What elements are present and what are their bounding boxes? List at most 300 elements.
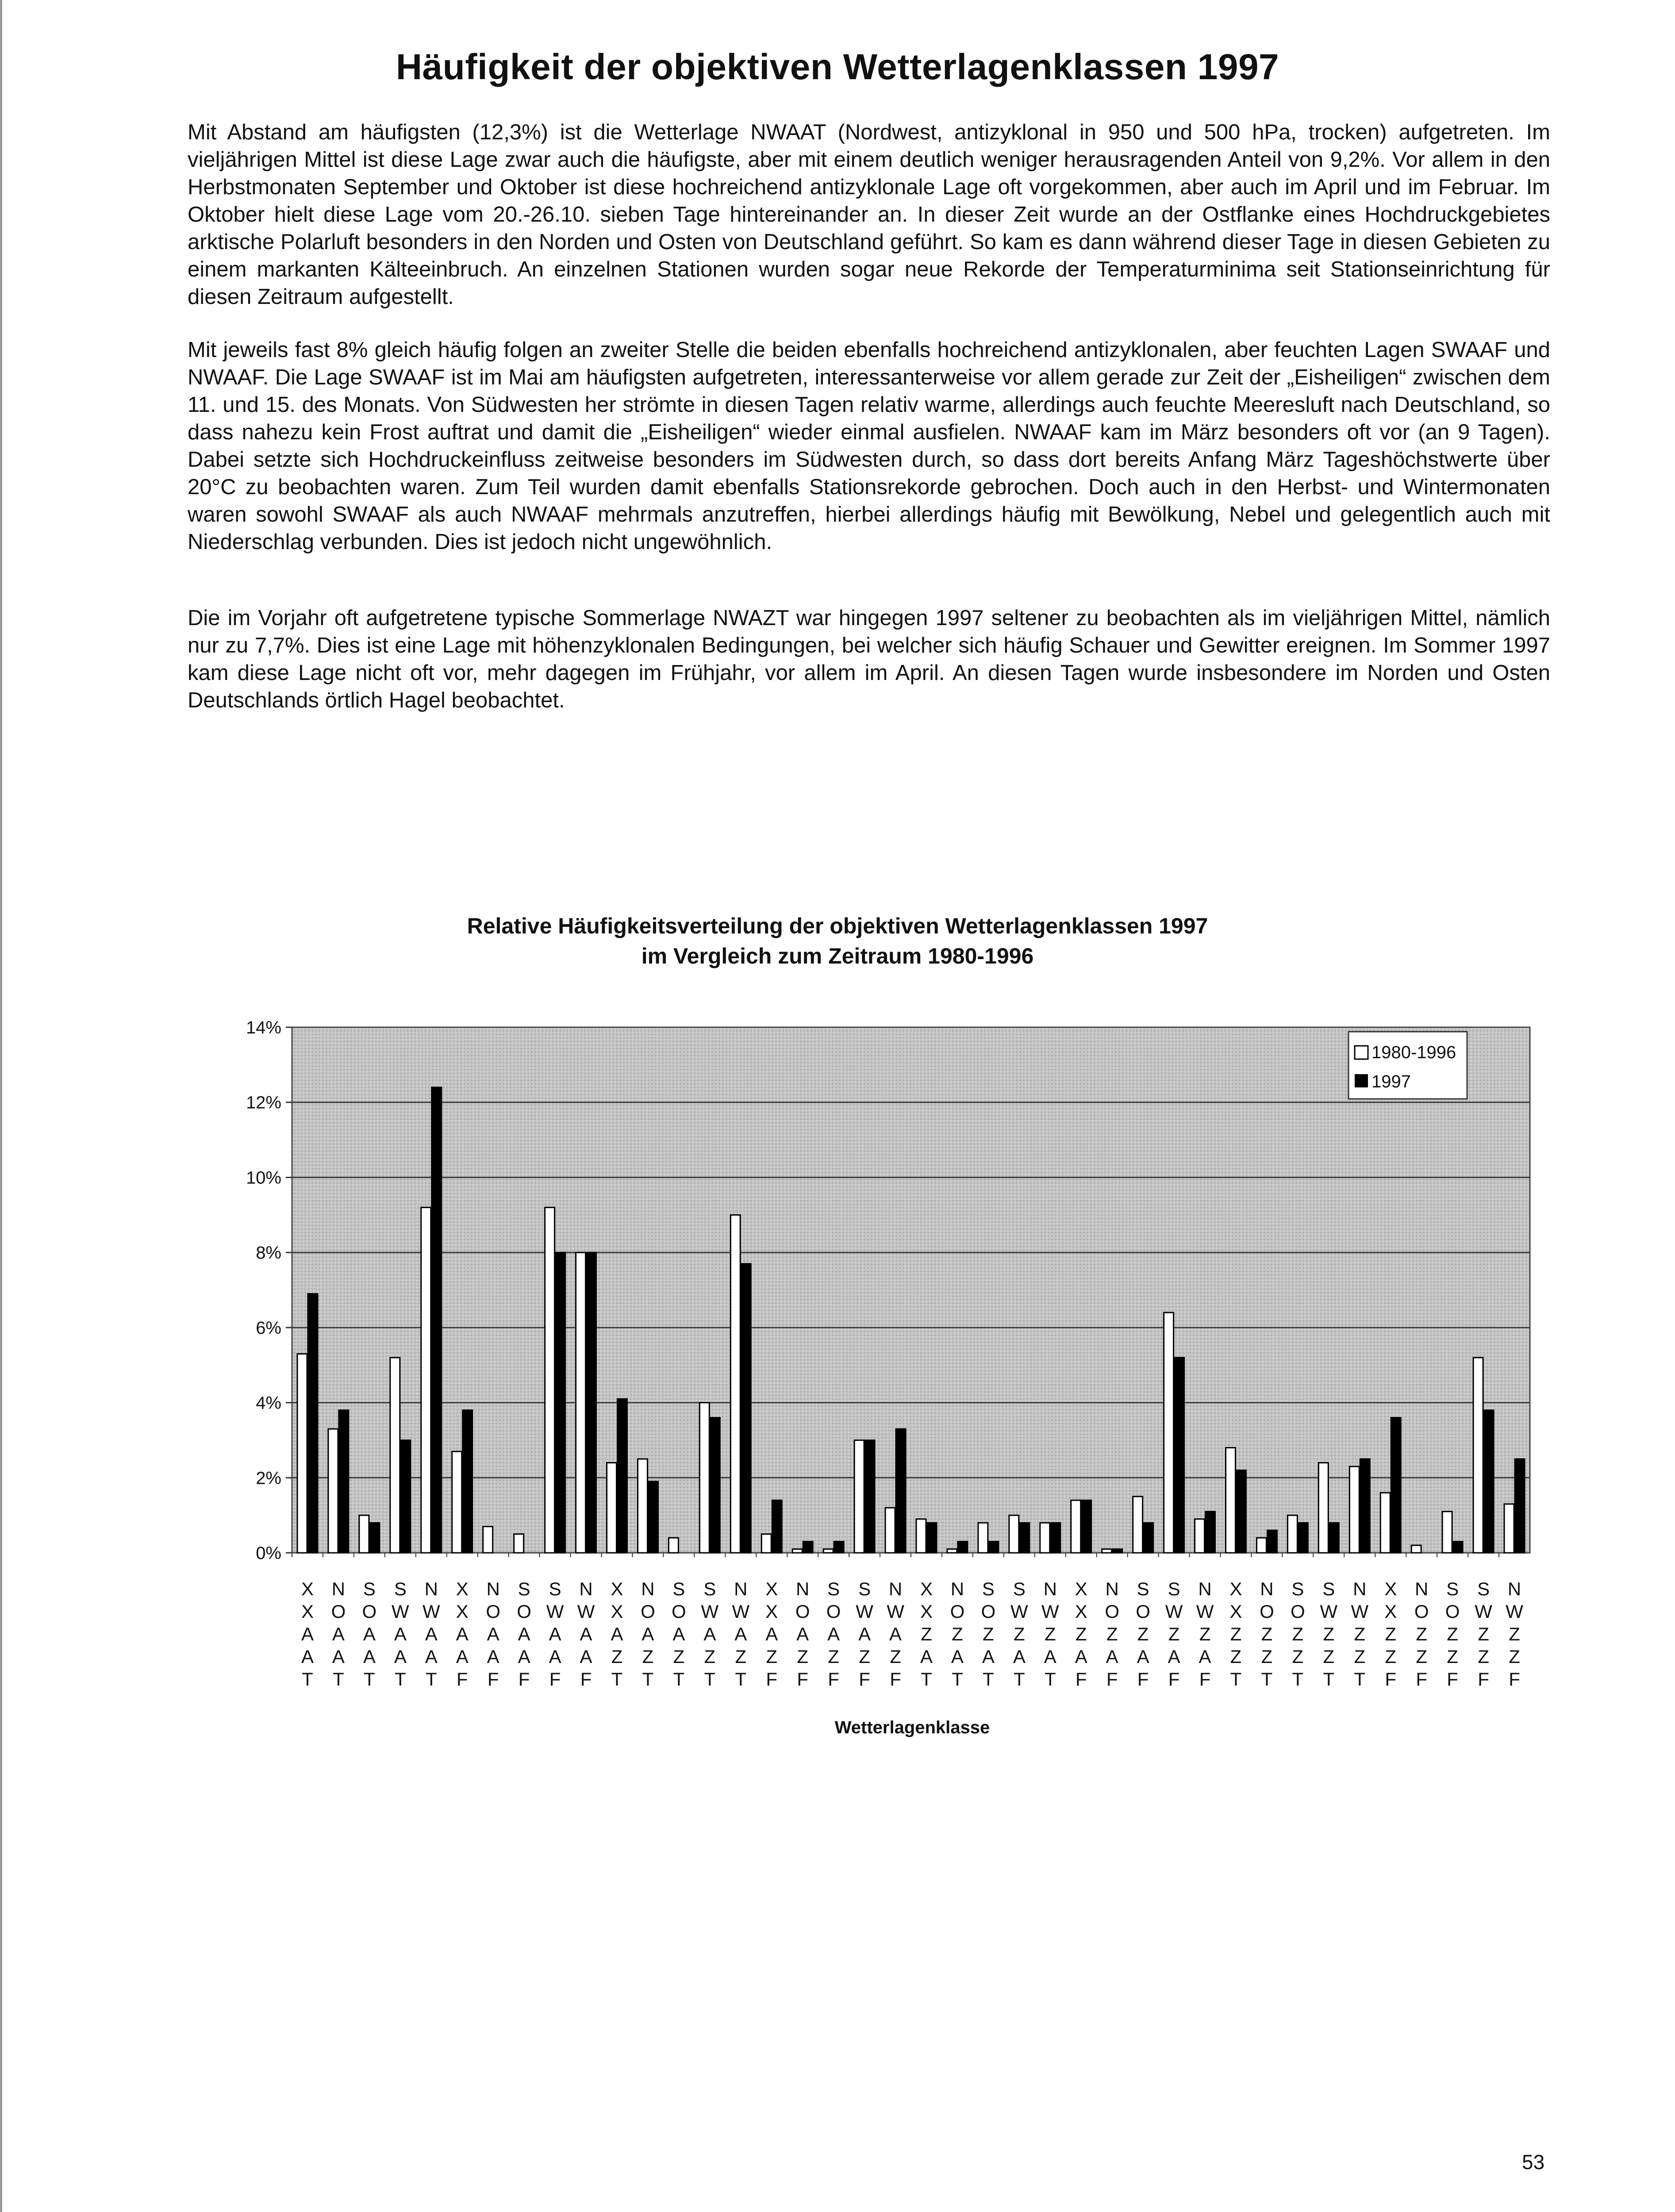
x-tick-letter: Z [1261,1624,1273,1644]
x-tick-letter: S [1322,1578,1335,1599]
x-tick-letter: F [549,1669,561,1690]
x-tick-letter: A [1168,1646,1180,1667]
bar-1997-SOZAT [989,1542,999,1553]
x-tick-letter: Z [797,1646,809,1667]
x-tick-letter: Z [1261,1646,1273,1667]
x-tick-letter: F [487,1669,499,1690]
x-tick-label [1445,1578,1460,1690]
bar-1980-1996-SWAAT [390,1358,400,1553]
bar-1980-1996-XXZZF [1380,1493,1390,1553]
x-tick-letter: A [456,1646,469,1667]
x-tick-label [1105,1578,1119,1690]
x-tick-letter: F [518,1669,530,1690]
x-tick-letter: T [921,1669,932,1690]
x-tick-letter: Z [1509,1646,1520,1667]
x-tick-letter: Z [1478,1624,1489,1644]
x-tick-label [611,1578,623,1690]
x-tick-letter: A [703,1624,716,1644]
x-tick-letter: A [951,1646,964,1667]
x-tick-letter: T [611,1669,623,1690]
page-number: 53 [1522,2151,1545,2174]
bar-1997-XXAZT [617,1399,627,1553]
bar-1997-XXZAT [927,1523,937,1553]
x-tick-letter: A [580,1624,592,1644]
x-tick-letter: Z [1509,1624,1520,1644]
x-tick-label [1196,1578,1214,1690]
x-tick-letter: N [641,1578,655,1599]
x-tick-letter: N [888,1578,903,1599]
x-axis-title: Wetterlagenklasse [834,1718,990,1737]
x-tick-letter: S [1477,1578,1490,1599]
x-tick-letter: A [518,1646,530,1667]
x-tick-label [887,1578,904,1690]
x-tick-label [1351,1578,1368,1690]
x-tick-label [826,1578,841,1690]
x-tick-letter: A [394,1646,407,1667]
x-tick-letter: Z [1354,1646,1366,1667]
x-tick-letter: N [734,1578,748,1599]
bar-1980-1996-NOZAT [947,1549,957,1553]
x-tick-letter: A [363,1624,376,1644]
x-tick-letter: Z [704,1646,716,1667]
x-tick-letter: A [796,1624,809,1644]
x-tick-letter: Z [1447,1646,1458,1667]
x-tick-letter: Z [735,1646,747,1667]
x-tick-letter: Z [1478,1646,1489,1667]
x-tick-letter: Z [1137,1624,1149,1644]
bar-1997-XXAAF [463,1410,473,1553]
bar-1997-SWAAF [556,1252,565,1553]
bar-1997-XXZAF [1082,1500,1091,1553]
x-tick-letter: Z [1168,1624,1180,1644]
bar-1980-1996-SOZZT [1287,1515,1297,1553]
x-tick-letter: Z [1044,1624,1056,1644]
bar-1980-1996-NWZAT [1040,1523,1050,1553]
bar-1980-1996-SOZAT [978,1523,988,1553]
x-tick-label [1136,1578,1150,1690]
x-tick-letter: O [950,1601,965,1622]
bar-1997-NWZAT [1051,1523,1060,1553]
x-tick-letter: O [672,1601,686,1622]
chart-subtitle: im Vergleich zum Zeitraum 1980-1996 [641,944,1034,968]
y-tick-label: 4% [256,1393,281,1413]
bar-1997-SWZZT [1329,1523,1339,1553]
y-tick-label: 2% [256,1468,281,1488]
x-tick-letter: X [301,1601,314,1622]
y-tick-label: 0% [256,1544,281,1563]
bar-1997-XXZZT [1236,1470,1246,1553]
x-tick-letter: X [611,1578,623,1599]
x-tick-label [1075,1578,1087,1690]
x-tick-label [1414,1578,1429,1690]
bar-1997-XXZZF [1391,1418,1401,1553]
x-tick-label [423,1578,440,1690]
x-tick-letter: O [795,1601,810,1622]
x-tick-letter: Z [1013,1624,1025,1644]
legend-label-1980-1996: 1980-1996 [1372,1043,1456,1062]
bar-1997-SOZAF [1144,1523,1153,1553]
x-tick-letter: Z [611,1646,623,1667]
bar-1980-1996-SWZAF [1164,1313,1174,1553]
bar-1997-SWZAT [1020,1523,1030,1553]
x-tick-letter: A [1044,1646,1056,1667]
y-tick-label: 14% [246,1018,281,1037]
x-tick-letter: T [1044,1669,1056,1690]
bar-1997-NOAZF [803,1542,813,1553]
x-tick-letter: W [391,1601,409,1622]
x-tick-letter: Z [828,1646,839,1667]
x-tick-letter: S [1291,1578,1304,1599]
x-tick-letter: F [1385,1669,1397,1690]
plot-area [292,1027,1530,1553]
x-tick-label [981,1578,996,1690]
x-tick-letter: W [1041,1601,1059,1622]
x-tick-letter: N [579,1578,593,1599]
bar-1980-1996-XXZAF [1071,1500,1081,1553]
x-tick-letter: A [611,1624,623,1644]
x-tick-letter: Z [1230,1624,1242,1644]
bar-1980-1996-NOZAF [1102,1549,1112,1553]
legend [1348,1032,1467,1099]
x-tick-letter: S [858,1578,871,1599]
bar-1980-1996-SWAAF [545,1207,555,1553]
x-tick-letter: T [673,1669,685,1690]
x-tick-letter: T [952,1669,963,1690]
x-tick-letter: T [642,1669,654,1690]
x-tick-letter: F [1416,1669,1428,1690]
x-tick-letter: W [546,1601,564,1622]
x-tick-letter: X [1229,1578,1242,1599]
bar-1980-1996-SWZAT [1009,1515,1019,1553]
bar-1980-1996-SWAZF [854,1440,864,1553]
x-tick-letter: O [1291,1601,1305,1622]
bar-1980-1996-NOAAT [328,1429,338,1553]
x-tick-letter: T [704,1669,716,1690]
x-tick-letter: X [1229,1601,1242,1622]
x-tick-label [672,1578,686,1690]
x-tick-letter: W [422,1601,440,1622]
x-tick-label [1041,1578,1059,1690]
x-tick-letter: S [1137,1578,1149,1599]
bar-1980-1996-SOZZF [1442,1512,1452,1553]
bar-1980-1996-NOAZF [792,1549,802,1553]
x-tick-label [732,1578,749,1690]
x-tick-letter: X [920,1578,933,1599]
x-tick-letter: T [333,1669,344,1690]
bar-1997-NWZZF [1515,1459,1525,1553]
bar-1997-SWZAF [1175,1358,1184,1553]
x-tick-letter: T [1292,1669,1304,1690]
x-tick-letter: X [301,1578,314,1599]
x-tick-letter: Z [642,1646,654,1667]
x-tick-letter: O [1445,1601,1460,1622]
x-tick-letter: T [1230,1669,1242,1690]
bar-1980-1996-SWZZF [1473,1358,1483,1553]
x-tick-letter: A [580,1646,592,1667]
x-tick-letter: A [394,1624,407,1644]
x-tick-letter: T [364,1669,375,1690]
bar-1997-NWZAF [1206,1512,1215,1553]
y-tick-label: 12% [246,1093,281,1113]
x-tick-letter: O [486,1601,501,1622]
bar-1997-SWAAT [401,1440,411,1553]
x-tick-label [920,1578,933,1690]
bar-1980-1996-NWAZF [885,1508,895,1553]
legend-swatch-1997 [1355,1074,1368,1087]
x-tick-letter: Z [921,1624,932,1644]
x-tick-letter: W [856,1601,873,1622]
x-tick-letter: A [456,1624,469,1644]
x-tick-letter: O [331,1601,346,1622]
bar-1980-1996-NWZAF [1195,1519,1205,1553]
x-tick-letter: O [1260,1601,1274,1622]
x-tick-label [1320,1578,1337,1690]
x-tick-letter: N [331,1578,346,1599]
bar-1997-SOAZF [834,1542,844,1553]
bar-1980-1996-XXZAT [916,1519,926,1553]
bar-1980-1996-SOZAF [1133,1497,1143,1553]
x-tick-label [641,1578,655,1690]
x-axis-labels [292,1553,1523,1690]
x-tick-letter: O [1414,1601,1429,1622]
bar-1980-1996-SOAAT [359,1515,369,1553]
x-tick-letter: N [424,1578,438,1599]
bar-1997-NWAAT [432,1087,442,1553]
x-tick-letter: Z [1292,1624,1304,1644]
bar-1980-1996-NWZZF [1504,1504,1514,1553]
x-tick-label [1384,1578,1397,1690]
x-tick-letter: N [1260,1578,1274,1599]
x-tick-label [1165,1578,1183,1690]
x-tick-label [1010,1578,1028,1690]
x-tick-letter: Z [1354,1624,1366,1644]
x-tick-letter: N [1105,1578,1119,1599]
x-tick-letter: Z [1416,1624,1428,1644]
x-tick-letter: S [518,1578,530,1599]
x-tick-letter: N [1507,1578,1521,1599]
bar-1997-SWAZF [865,1440,875,1553]
x-tick-letter: Z [1323,1624,1335,1644]
x-tick-label [856,1578,873,1690]
x-tick-letter: Z [1075,1624,1087,1644]
y-tick-label: 8% [256,1243,281,1263]
x-tick-letter: X [456,1601,469,1622]
bar-1980-1996-XXAAT [297,1354,307,1553]
x-tick-label [1475,1578,1492,1690]
x-tick-letter: F [797,1669,809,1690]
x-tick-letter: W [887,1601,904,1622]
x-tick-letter: A [518,1624,530,1644]
bar-1997-SWZZF [1484,1410,1494,1553]
x-tick-letter: S [703,1578,716,1599]
x-tick-letter: A [827,1624,840,1644]
x-tick-label [1260,1578,1274,1690]
x-tick-letter: N [950,1578,964,1599]
x-tick-letter: A [332,1646,345,1667]
x-tick-letter: W [1351,1601,1369,1622]
x-tick-letter: W [577,1601,595,1622]
x-tick-letter: F [1509,1669,1520,1690]
x-tick-letter: Z [766,1646,778,1667]
x-tick-letter: S [363,1578,376,1599]
x-tick-letter: O [826,1601,841,1622]
x-tick-letter: S [1013,1578,1026,1599]
bar-1980-1996-NWAAT [421,1207,431,1553]
bar-1997-XXAZF [772,1500,782,1553]
x-tick-label [546,1578,564,1690]
x-tick-letter: N [1198,1578,1212,1599]
bar-1997-NOAAT [339,1410,349,1553]
x-tick-letter: O [517,1601,531,1622]
x-tick-letter: T [394,1669,406,1690]
x-tick-letter: S [982,1578,995,1599]
x-tick-letter: A [982,1646,995,1667]
x-tick-letter: S [1446,1578,1459,1599]
x-tick-label [795,1578,810,1690]
x-tick-letter: A [672,1624,685,1644]
x-tick-letter: A [425,1646,438,1667]
x-tick-letter: T [735,1669,747,1690]
bar-1997-SOZZF [1453,1542,1463,1553]
bar-1980-1996-XXAZT [607,1463,616,1553]
bar-1980-1996-SOAAF [514,1534,524,1553]
x-tick-letter: T [425,1669,437,1690]
bar-1997-SOAAT [370,1523,380,1553]
x-tick-letter: A [1199,1646,1211,1667]
x-tick-letter: A [765,1624,778,1644]
x-tick-letter: Z [890,1646,901,1667]
x-tick-letter: S [549,1578,561,1599]
x-tick-letter: W [1165,1601,1183,1622]
x-tick-letter: F [1075,1669,1087,1690]
x-tick-letter: Z [673,1646,685,1667]
bar-1997-SOZZT [1298,1523,1308,1553]
x-tick-letter: O [641,1601,655,1622]
x-tick-letter: A [332,1624,345,1644]
x-tick-letter: X [1075,1578,1087,1599]
x-tick-letter: X [765,1578,778,1599]
bar-1980-1996-XXAZF [761,1534,771,1553]
x-tick-letter: F [1199,1669,1211,1690]
x-tick-letter: Z [983,1624,994,1644]
x-tick-letter: W [1196,1601,1214,1622]
x-tick-letter: W [1506,1601,1523,1622]
bar-1980-1996-NWAAF [576,1252,586,1553]
x-tick-letter: N [486,1578,500,1599]
x-tick-letter: A [301,1646,314,1667]
bar-1997-NOZAT [958,1542,968,1553]
bar-1980-1996-NOAZT [638,1459,647,1553]
x-tick-letter: N [1043,1578,1057,1599]
x-tick-letter: S [672,1578,685,1599]
x-tick-letter: A [363,1646,376,1667]
x-tick-letter: F [859,1669,870,1690]
x-tick-letter: A [549,1646,561,1667]
x-tick-letter: Z [1385,1646,1397,1667]
x-tick-label [1506,1578,1523,1690]
x-tick-letter: F [1478,1669,1489,1690]
x-tick-letter: Z [1292,1646,1304,1667]
x-tick-label [950,1578,965,1690]
chart-title: Relative Häufigkeitsverteilung der objektiven Wetterlagenklassen 1997 [467,914,1208,938]
x-tick-letter: F [828,1669,839,1690]
x-tick-label [392,1578,409,1690]
paragraph-2: Mit jeweils fast 8% gleich häufig folgen an zweiter Stelle die beiden ebenfalls hochreichend antizyklonalen, aber feuchten Lagen SWAAF und NWAAF. Die Lage SWAAF ist im Mai am häufigsten aufgetreten, interessanterweise vor allem gerade zur Zeit der „Eisheiligen“ zwischen dem 11. und 15. des Monats. Von Südwesten her strömte in diesen Tagen relativ warme, allerdings auch feuchte Meeresluft nach Deutschland, so dass nahezu kein Frost auftrat und damit die „Eisheiligen“ wieder einmal ausfielen. NWAAF kam im März besonders oft vor (an 9 Tagen). Dabei setzte sich Hochdruckeinfluss zeitweise besonders im Südwesten durch, so dass dort bereits Anfang März Tageshöchstwerte über 20°C zu beobachten waren. Zum Teil wurden damit ebenfalls Stationsrekorde gebrochen. Doch auch in den Herbst- und Wintermonaten waren sowohl SWAAF als auch NWAAF mehrmals anzutreffen, hierbei allerdings häufig mit Bewölkung, Nebel und gelegentlich auch mit Niederschlag verbunden. Dies ist jedoch nicht ungewöhnlich. [188,338,1550,554]
x-tick-letter: A [642,1624,654,1644]
x-tick-letter: A [425,1624,438,1644]
bar-1980-1996-XXAAF [452,1452,462,1553]
bar-1997-NOZZT [1267,1530,1277,1553]
x-tick-letter: X [611,1601,623,1622]
bar-1980-1996-NWZZT [1349,1467,1359,1553]
x-tick-label [765,1578,778,1690]
x-tick-letter: A [1075,1646,1087,1667]
x-tick-letter: A [1137,1646,1149,1667]
bar-1997-NWAZF [896,1429,906,1553]
x-tick-label [1229,1578,1242,1690]
bar-1997-NWAZT [741,1264,751,1553]
x-tick-letter: A [487,1646,499,1667]
bar-1997-SWAZT [710,1418,720,1553]
bar-1997-NWAAF [587,1252,596,1553]
x-tick-letter: O [1136,1601,1150,1622]
x-tick-letter: A [1106,1646,1118,1667]
bar-1997-NWZZT [1360,1459,1370,1553]
x-tick-letter: Z [1230,1646,1242,1667]
x-tick-letter: S [827,1578,840,1599]
paragraph-1: Mit Abstand am häufigsten (12,3%) ist die Wetterlage NWAAT (Nordwest, antizyklonal in 950 und 500 hPa, trocken) aufgetreten. Im vieljährigen Mittel ist diese Lage zwar auch die häufigste, aber mit einem deutlich weniger herausragenden Anteil von 9,2%. Vor allem in den Herbstmonaten September und Oktober ist diese hochreichend antizyklonale Lage oft vorgekommen, aber auch im April und im Februar. Im Oktober hielt diese Lage vom 20.-26.10. sieben Tage hintereinander an. In dieser Zeit wurde an der Ostflanke eines Hochdruckgebietes arktische Polarluft besonders in den Norden und Osten von Deutschland geführt. So kam es dann während dieser Tage in diesen Gebieten zu einem markanten Kälteeinbruch. An einzelnen Stationen wurden sogar neue Rekorde der Temperaturminima seit Stationseinrichtung für diesen Zeitraum aufgestellt. [188,120,1550,309]
x-tick-letter: T [1261,1669,1273,1690]
x-tick-letter: O [981,1601,996,1622]
x-tick-letter: Z [952,1624,963,1644]
x-tick-letter: Z [1323,1646,1335,1667]
x-tick-letter: S [1168,1578,1180,1599]
x-tick-label [577,1578,595,1690]
x-tick-label [301,1578,314,1690]
x-tick-label [486,1578,500,1690]
x-tick-letter: X [1384,1578,1397,1599]
x-tick-letter: A [734,1624,747,1644]
bar-1997-NOAZT [648,1482,658,1553]
x-tick-letter: W [1320,1601,1338,1622]
x-tick-letter: Z [1106,1624,1118,1644]
bar-1980-1996-XXZZT [1226,1448,1235,1553]
x-tick-letter: F [890,1669,901,1690]
x-tick-label [331,1578,346,1690]
x-tick-letter: Z [1416,1646,1428,1667]
x-tick-letter: A [549,1624,561,1644]
x-tick-letter: N [1353,1578,1367,1599]
x-tick-letter: W [1475,1601,1492,1622]
x-tick-letter: X [920,1601,933,1622]
bar-1997-NOZAF [1113,1549,1122,1553]
x-tick-letter: O [362,1601,377,1622]
bar-1980-1996-NOZZF [1411,1545,1421,1553]
x-tick-label [701,1578,718,1690]
paragraph-3: Die im Vorjahr oft aufgetretene typische Sommerlage NWAZT war hingegen 1997 seltener zu beobachten als im vieljährigen Mittel, nämlich nur zu 7,7%. Dies ist eine Lage mit höhenzyklonalen Bedingungen, bei welcher sich häufig Schauer und Gewitter ereignen. Im Sommer 1997 kam diese Lage nicht oft vor, mehr dagegen im Frühjahr, vor allem im April. An diesen Tagen wurde insbesondere im Norden und Osten Deutschlands örtlich Hagel beobachtet. [188,606,1550,712]
x-tick-letter: F [766,1669,778,1690]
x-tick-letter: W [701,1601,719,1622]
x-tick-letter: Z [859,1646,870,1667]
x-tick-letter: T [983,1669,994,1690]
x-tick-letter: A [487,1624,499,1644]
x-tick-label [517,1578,531,1690]
x-tick-letter: W [1010,1601,1028,1622]
x-tick-letter: Z [1199,1624,1211,1644]
bar-1980-1996-SWAZT [699,1403,709,1553]
x-tick-letter: A [889,1624,902,1644]
x-tick-letter: A [1013,1646,1026,1667]
